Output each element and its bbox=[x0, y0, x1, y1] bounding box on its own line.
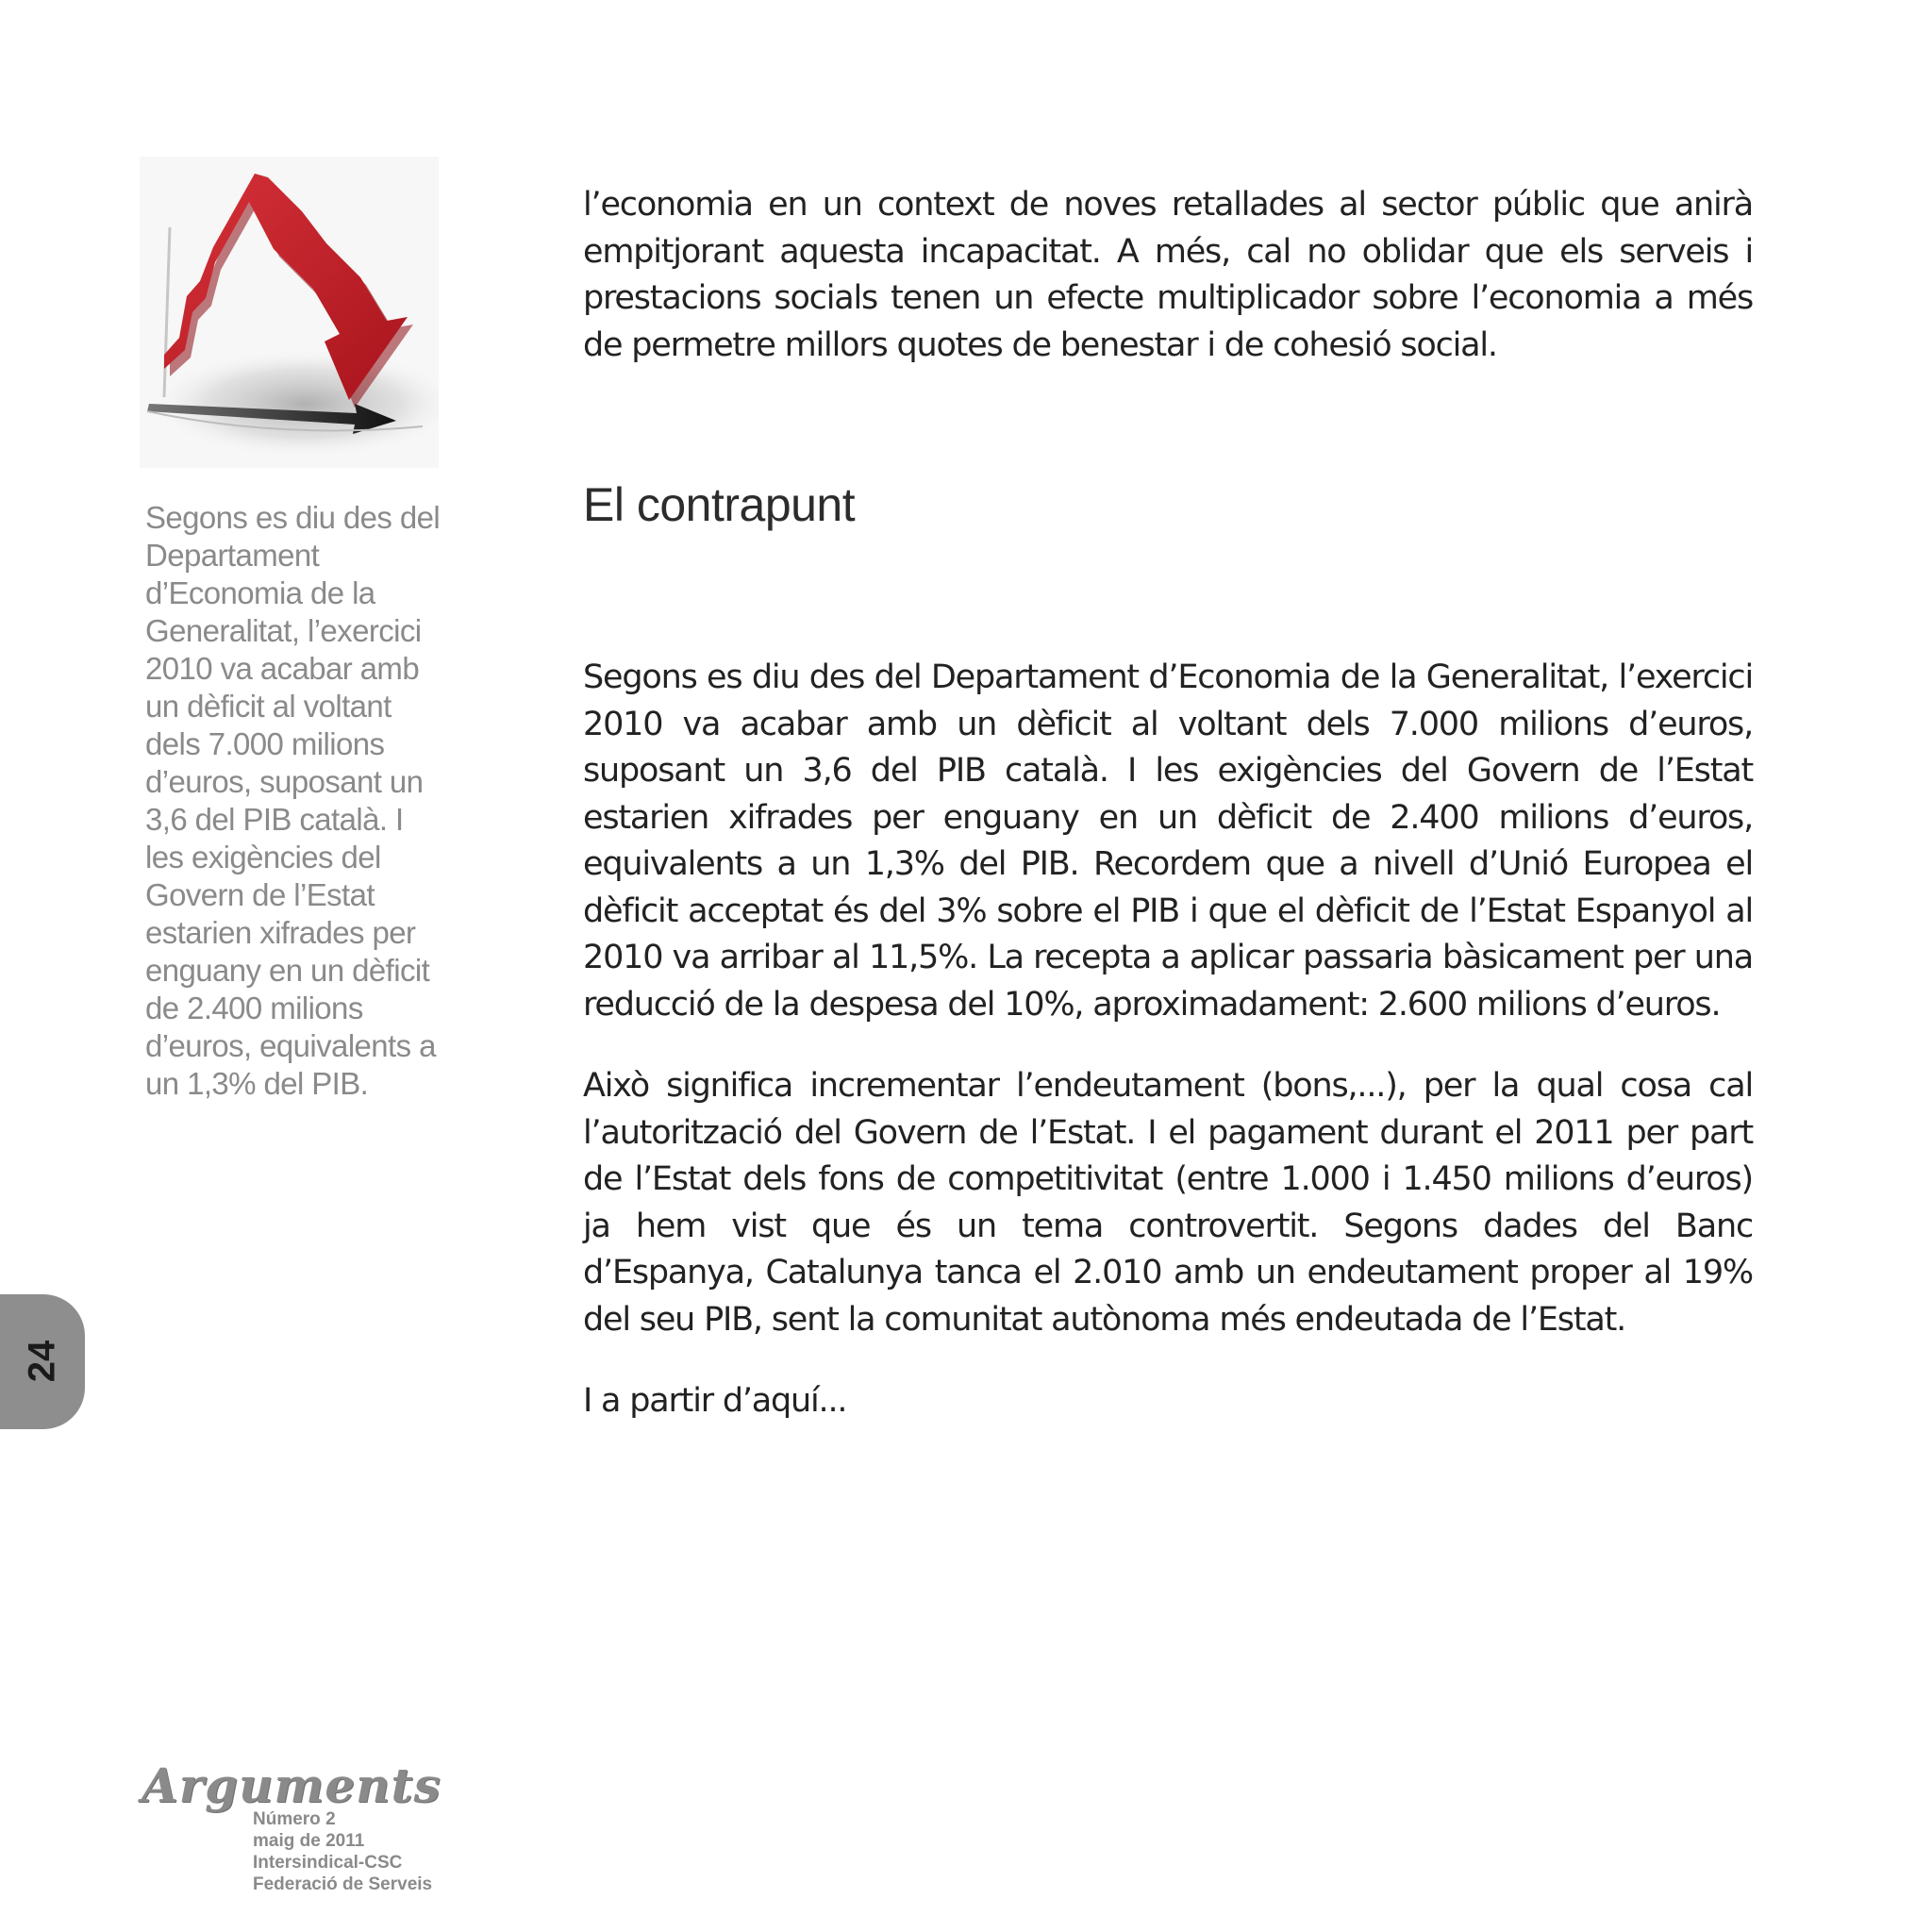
magazine-logo: Arguments bbox=[142, 1757, 441, 1813]
intro-paragraph-block bbox=[583, 182, 1753, 369]
body-paragraph-block-3 bbox=[583, 1378, 1753, 1425]
section-title: El contrapunt bbox=[583, 478, 856, 531]
sidebar-pull-quote: Segons es diu des del Departament d’Economia de la Generalitat, l’exercici 2010 va acabar amb un dèficit al voltant dels 7.000 milions d’euros, suposant un 3,6 del PIB català. I les exigències del Govern de l’Estat estarien xifrades per enguany en un dèficit de 2.400 milions d’euros, equivalents a un 1,3% del PIB. bbox=[145, 500, 441, 1101]
body-paragraph: Segons es diu des del Departament d’Economia de la Generalitat, l’exercici 2010 va acabar amb un dèficit al voltant dels 7.000 milions d’euros, suposant un 3,6 del PIB català. I les exigències del Govern de l’Estat estarien xifrades per enguany en un dèficit de 2.400 milions d’euros, equivalents a un 1,3% del PIB. Recordem que a nivell d’Unió Europea el dèficit acceptat és del 3% sobre el PIB i que el dèficit de l’Estat Espanyol al 2010 va arribar al 11,5%. La recepta a aplicar passaria bàsicament per una reducció de la despesa del 10%, aproximadament: 2.600 milions d’euros. bbox=[583, 658, 1753, 1024]
body-paragraph: Això significa incrementar l’endeutament (bons,...), per la qual cosa cal l’autorització del Govern de l’Estat. I el pagament durant el 2011 per part de l’Estat dels fons de competitivitat (entre 1.000 i 1.450 milions d’euros) ja hem vist que és un tema controvertit. Segons dades del Banc d’Espanya, Catalunya tanca el 2.010 amb un endeutament proper al 19% del seu PIB, sent la comunitat autònoma més endeutada de l’Estat. bbox=[583, 1067, 1753, 1339]
body-paragraph: I a partir d’aquí... bbox=[583, 1382, 847, 1420]
footer-masthead bbox=[142, 1759, 453, 1895]
federation-name: Federació de Serveis bbox=[253, 1874, 433, 1894]
page-number: 24 bbox=[21, 1340, 63, 1383]
body-paragraph-block-1 bbox=[583, 655, 1753, 1028]
footer-info bbox=[253, 1808, 453, 1895]
issue-date: maig de 2011 bbox=[253, 1831, 365, 1851]
publisher-name: Intersindical-CSC bbox=[253, 1853, 403, 1873]
declining-chart-illustration bbox=[140, 157, 439, 468]
page-number-tab bbox=[0, 1294, 85, 1429]
intro-paragraph: l’economia en un context de noves retallades al sector públic que anirà empitjorant aquesta incapacitat. A més, cal no oblidar que els serveis i prestacions socials tenen un efecte multiplicador sobre l’economia a més de permetre millors quotes de benestar i de cohesió social. bbox=[583, 186, 1753, 364]
body-paragraph-block-2 bbox=[583, 1063, 1753, 1343]
issue-number: Número 2 bbox=[253, 1809, 336, 1829]
